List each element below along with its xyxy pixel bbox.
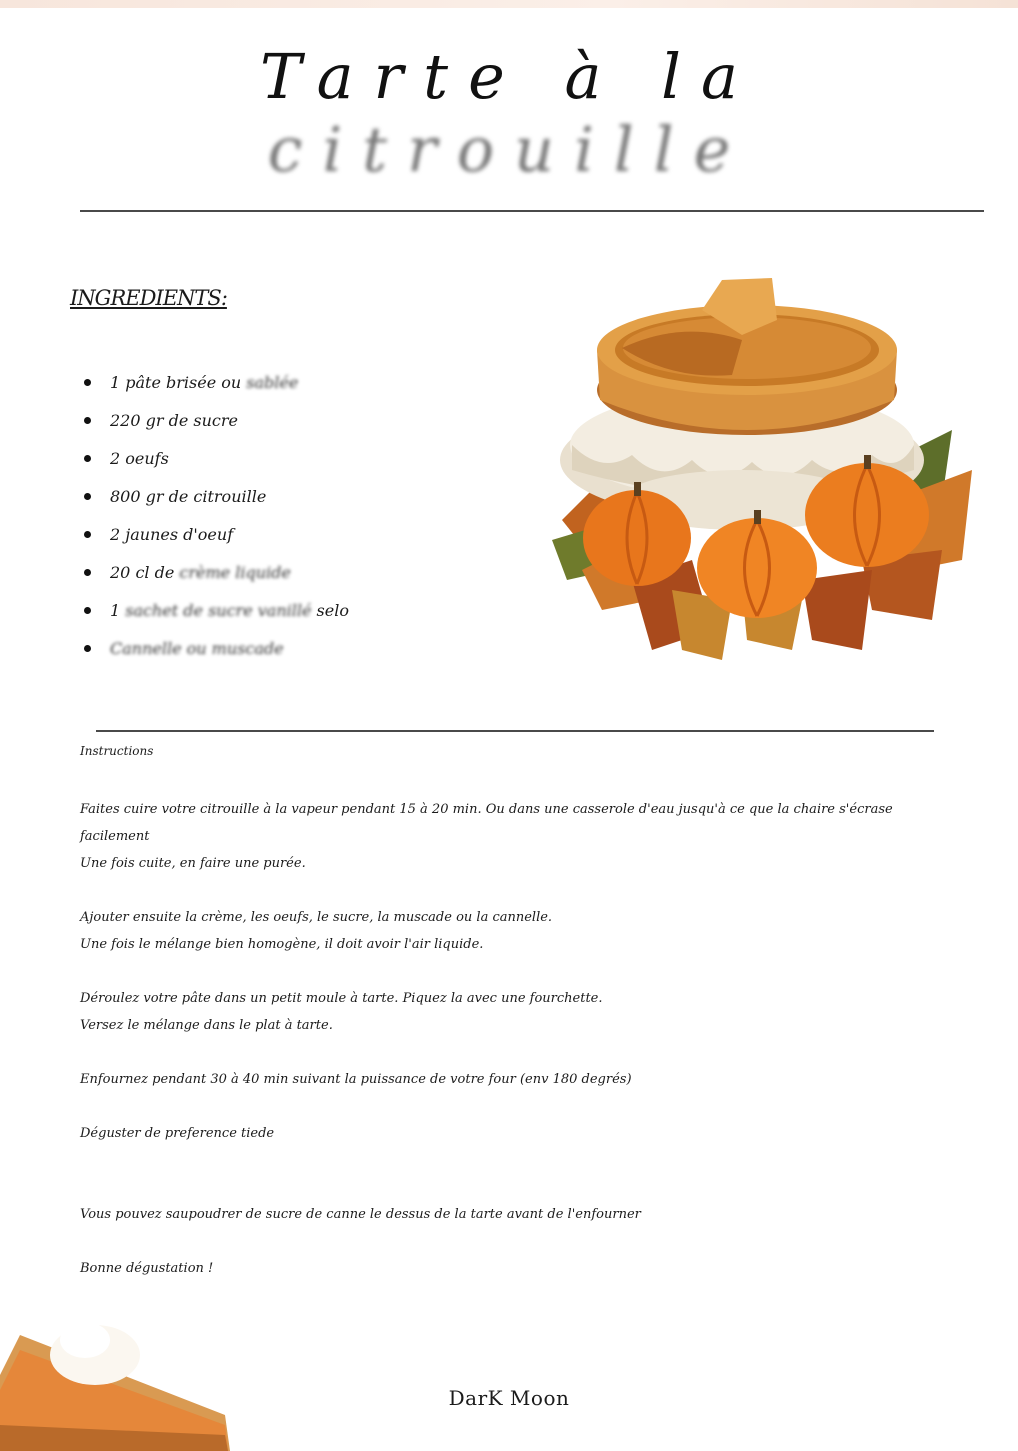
ingredient-text: 2 jaunes d'oeuf [110,525,234,544]
ingredient-item [84,520,349,558]
instructions-body [80,796,950,1282]
instruction-line: Une fois le mélange bien homogène, il doit avoir l'air liquide. [80,937,484,952]
ingredient-faded-text: Cannelle ou muscade [110,639,284,658]
ingredient-item [84,406,349,444]
page-title [0,40,1018,186]
instruction-paragraph [80,1066,950,1093]
brand-footer: DarK Moon [448,1386,570,1410]
ingredients-list [84,368,349,672]
top-tint [0,0,1018,8]
instruction-paragraph [80,1201,950,1228]
pie [597,278,897,435]
instruction-line: Bonne dégustation ! [80,1261,214,1276]
ingredient-text: 1 pâte brisée ou [110,373,247,392]
ingredients-divider [96,730,934,732]
instruction-paragraph [80,1120,950,1147]
pumpkin-pie-illustration [542,270,982,670]
ingredient-faded-text: crème liquide [179,563,291,582]
ingredient-faded-text: sachet de sucre vanillé [125,601,312,620]
instruction-line: Ajouter ensuite la crème, les oeufs, le sucre, la muscade ou la cannelle. [80,910,553,925]
ingredient-item [84,558,349,596]
ingredient-faded-text: sablée [246,373,299,392]
instruction-paragraph [80,1255,950,1282]
instruction-line: Une fois cuite, en faire une purée. [80,856,306,871]
ingredient-item [84,596,349,634]
instruction-line: Faites cuire votre citrouille à la vapeur pendant 15 à 20 min. Ou dans une casserole d'eau jusqu'à ce que la chaire s'écrase facilement [80,802,893,844]
instruction-paragraph [80,904,950,958]
ingredient-text: 220 gr de sucre [110,411,238,430]
title-faded: citrouille [267,113,751,186]
ingredient-item [84,634,349,672]
title-divider [80,210,984,212]
instructions-heading: Instructions [80,744,154,758]
pie-slice-illustration [0,1305,235,1451]
ingredients-heading: INGREDIENTS: [70,286,227,310]
ingredient-text: 20 cl de [110,563,180,582]
instruction-paragraph [80,985,950,1039]
instruction-line: Vous pouvez saupoudrer de sucre de canne le dessus de la tarte avant de l'enfourner [80,1207,641,1222]
instruction-line: Déroulez votre pâte dans un petit moule à tarte. Piquez la avec une fourchette. [80,991,603,1006]
instruction-line: Enfournez pendant 30 à 40 min suivant la puissance de votre four (env 180 degrés) [80,1072,632,1087]
ingredient-text: 800 gr de citrouille [110,487,267,506]
title-main: Tarte à la [260,40,758,113]
ingredient-item [84,482,349,520]
instruction-line: Déguster de preference tiede [80,1126,275,1141]
ingredient-text: 2 oeufs [110,449,169,468]
instruction-paragraph [80,796,950,877]
ingredient-text: 1 [110,601,126,620]
instruction-line: Versez le mélange dans le plat à tarte. [80,1018,333,1033]
ingredient-item [84,444,349,482]
ingredient-item [84,368,349,406]
ingredient-tail-text: selo [311,601,349,620]
